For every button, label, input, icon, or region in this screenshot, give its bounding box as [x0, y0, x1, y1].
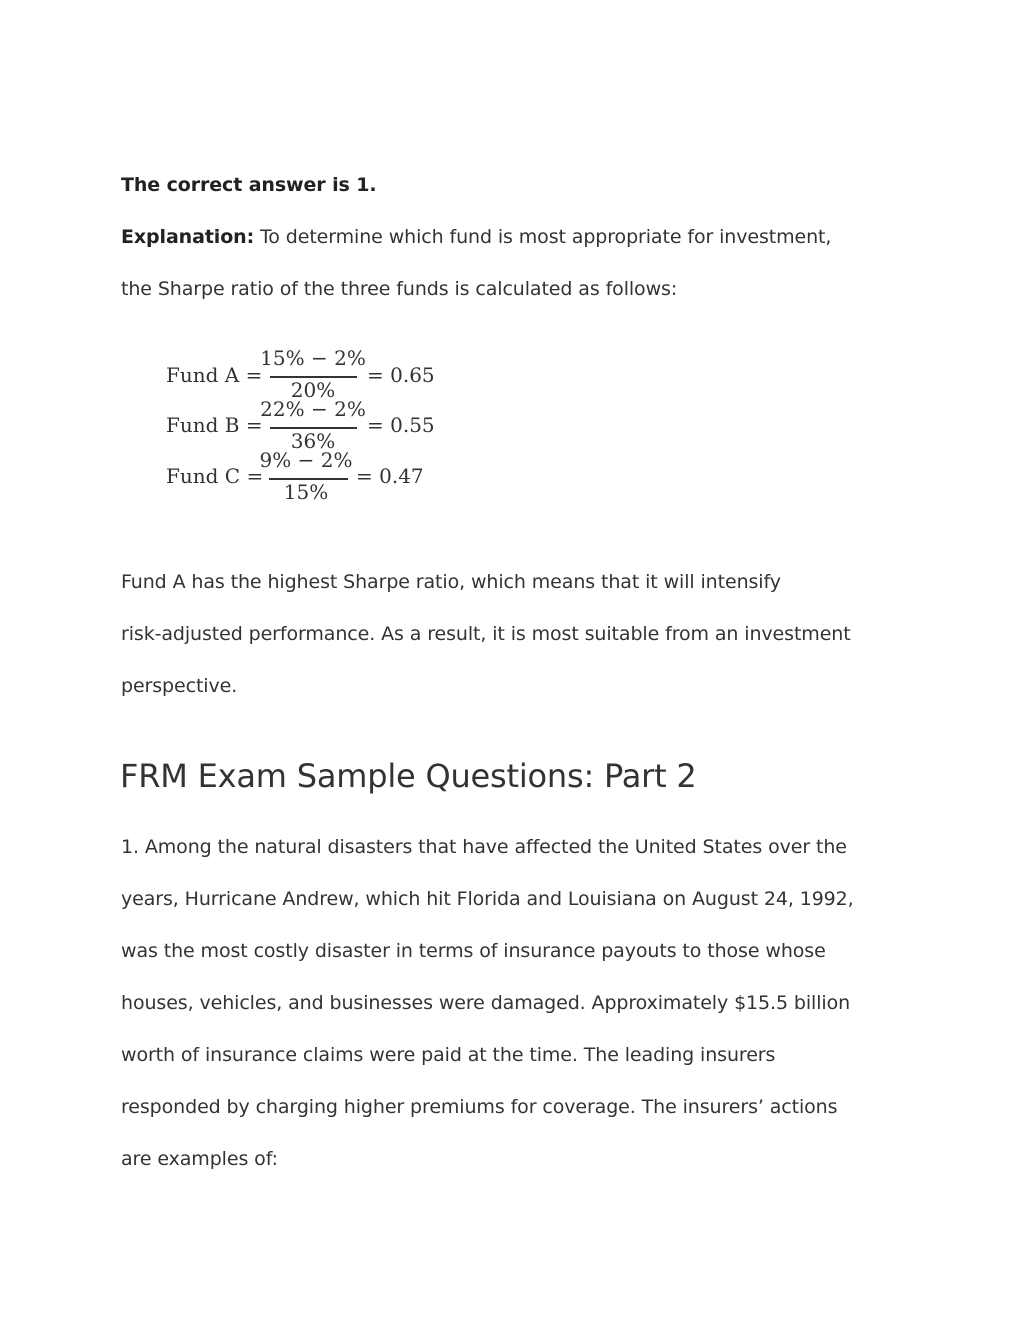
formula-fund-a	[166, 346, 435, 402]
explanation-label: Explanation:	[121, 226, 255, 248]
explanation-line-1	[121, 225, 831, 249]
question-line-3: was the most costly disaster in terms of insurance payouts to those whose	[121, 940, 826, 962]
formula-label: Fund A =	[166, 363, 263, 387]
conclusion-line-1: Fund A has the highest Sharpe ratio, which means that it will intensify	[121, 571, 781, 593]
formula-fund-b	[166, 397, 435, 453]
formula-denominator: 20%	[290, 378, 336, 402]
formula-label: Fund B =	[166, 413, 263, 437]
formula-numerator: 9% − 2%	[259, 448, 353, 472]
formula-result: = 0.55	[367, 413, 435, 437]
formula-result: = 0.65	[367, 363, 435, 387]
question-line-2: years, Hurricane Andrew, which hit Florida and Louisiana on August 24, 1992,	[121, 888, 854, 910]
question-line-1: 1. Among the natural disasters that have affected the United States over the	[121, 836, 847, 858]
question-line-5: worth of insurance claims were paid at the time. The leading insurers	[121, 1044, 776, 1066]
question-line-4: houses, vehicles, and businesses were damaged. Approximately $15.5 billion	[121, 992, 851, 1014]
formula-result: = 0.47	[356, 464, 424, 488]
sharpe-ratio-formulas	[162, 344, 452, 504]
formula-numerator: 22% − 2%	[260, 397, 366, 421]
formula-denominator: 36%	[290, 429, 336, 453]
section-heading: FRM Exam Sample Questions: Part 2	[120, 757, 697, 795]
explanation-line-2: the Sharpe ratio of the three funds is calculated as follows:	[121, 278, 678, 300]
formula-fund-c	[166, 448, 424, 504]
formula-denominator: 15%	[283, 480, 329, 504]
formula-numerator: 15% − 2%	[260, 346, 366, 370]
question-line-7: are examples of:	[121, 1148, 278, 1170]
formula-label: Fund C =	[166, 464, 264, 488]
question-line-6: responded by charging higher premiums for coverage. The insurers’ actions	[121, 1096, 838, 1118]
conclusion-line-3: perspective.	[121, 675, 238, 697]
explanation-text-1: To determine which fund is most appropriate for investment,	[254, 226, 832, 248]
answer-statement: The correct answer is 1.	[121, 174, 377, 196]
conclusion-line-2: risk-adjusted performance. As a result, it is most suitable from an investment	[121, 623, 851, 645]
